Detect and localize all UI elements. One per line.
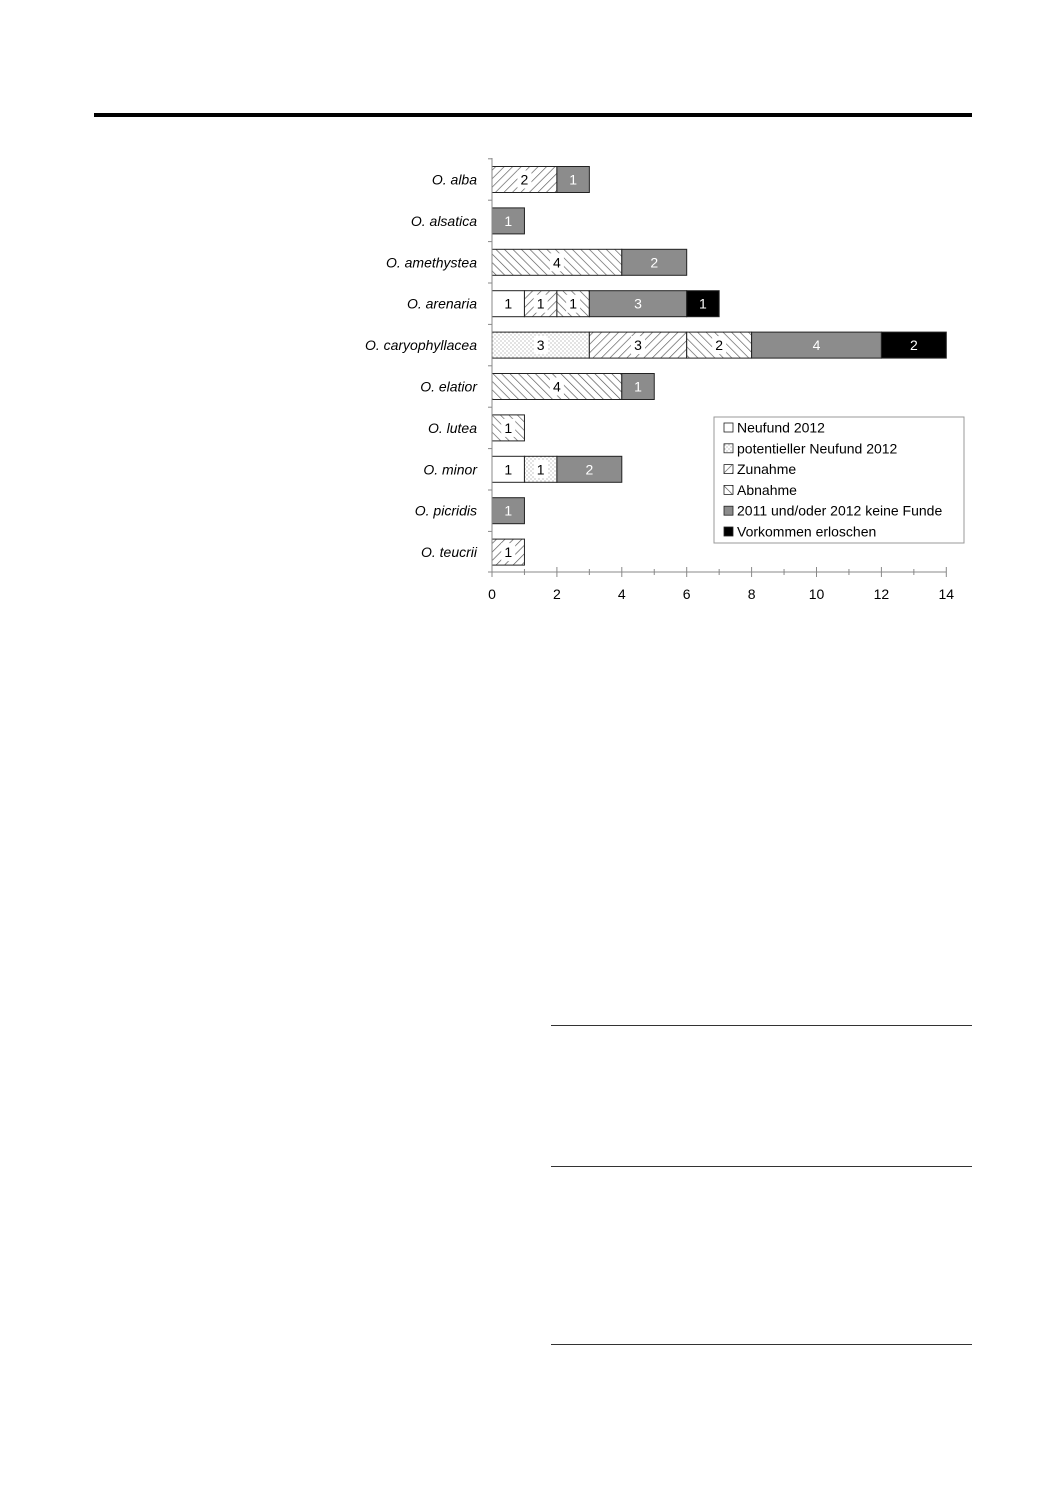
data-label: 1 [634,378,642,395]
data-label: 1 [504,212,513,229]
category-label-o-elatior: O. elatior [420,378,477,395]
divider-line [551,1344,972,1345]
legend-label-potentieller-neufund-2012: potentieller Neufund 2012 [737,440,898,457]
legend-swatch-abnahme [724,485,733,494]
data-label: 3 [634,337,642,354]
x-tick-label: 6 [682,586,691,602]
data-label: 1 [504,295,513,312]
category-label-o-lutea: O. lutea [427,419,477,436]
data-label: 1 [536,295,545,312]
x-tick-label: 10 [808,586,825,602]
divider-line [551,1025,972,1026]
data-label: 1 [569,171,578,188]
divider-line [551,1166,972,1167]
data-label: 4 [553,254,561,271]
legend-swatch-vorkommen-erloschen [724,527,733,536]
data-label: 3 [536,337,545,354]
x-tick-label: 12 [873,586,890,602]
category-label-o-alsatica: O. alsatica [410,212,477,229]
data-label: 1 [699,295,707,312]
data-label: 1 [504,419,513,436]
legend-label-abnahme: Abnahme [737,481,797,498]
category-label-o-picridis: O. picridis [414,502,477,519]
data-label: 1 [504,544,513,561]
category-label-o-teucrii: O. teucrii [420,544,477,561]
data-label: 3 [634,295,642,312]
x-tick-label: 0 [488,586,496,602]
data-label: 4 [812,337,821,354]
data-label: 1 [504,502,513,519]
legend-swatch-zunahme [724,465,733,474]
x-tick-label: 8 [747,586,756,602]
data-label: 4 [553,378,561,395]
legend-label-neufund-2012: Neufund 2012 [737,419,825,436]
x-tick-label: 4 [617,586,626,602]
stacked-bar-chart [0,0,1052,620]
x-tick-label: 14 [938,586,955,602]
data-label: 1 [504,461,513,478]
legend-swatch-neufund-2012 [724,423,733,432]
category-label-o-caryophyllacea: O. caryophyllacea [364,337,477,354]
legend-label-2011-und-oder-2012-keine-funde: 2011 und/oder 2012 keine Funde [737,502,943,519]
data-label: 2 [909,337,918,354]
data-label: 2 [585,461,594,478]
data-label: 2 [650,254,659,271]
legend-swatch-potentieller-neufund-2012 [724,444,733,453]
category-label-o-arenaria: O. arenaria [406,295,477,312]
data-label: 2 [520,171,529,188]
legend-label-vorkommen-erloschen: Vorkommen erloschen [737,523,877,540]
x-tick-label: 2 [553,586,561,602]
category-label-o-alba: O. alba [431,171,477,188]
data-label: 1 [569,295,578,312]
legend-swatch-2011-und-oder-2012-keine-funde [724,506,733,515]
category-label-o-amethystea: O. amethystea [385,254,477,271]
data-label: 1 [536,461,545,478]
data-label: 2 [715,337,724,354]
legend-label-zunahme: Zunahme [737,461,797,478]
category-label-o-minor: O. minor [423,461,477,478]
legend [714,417,964,543]
